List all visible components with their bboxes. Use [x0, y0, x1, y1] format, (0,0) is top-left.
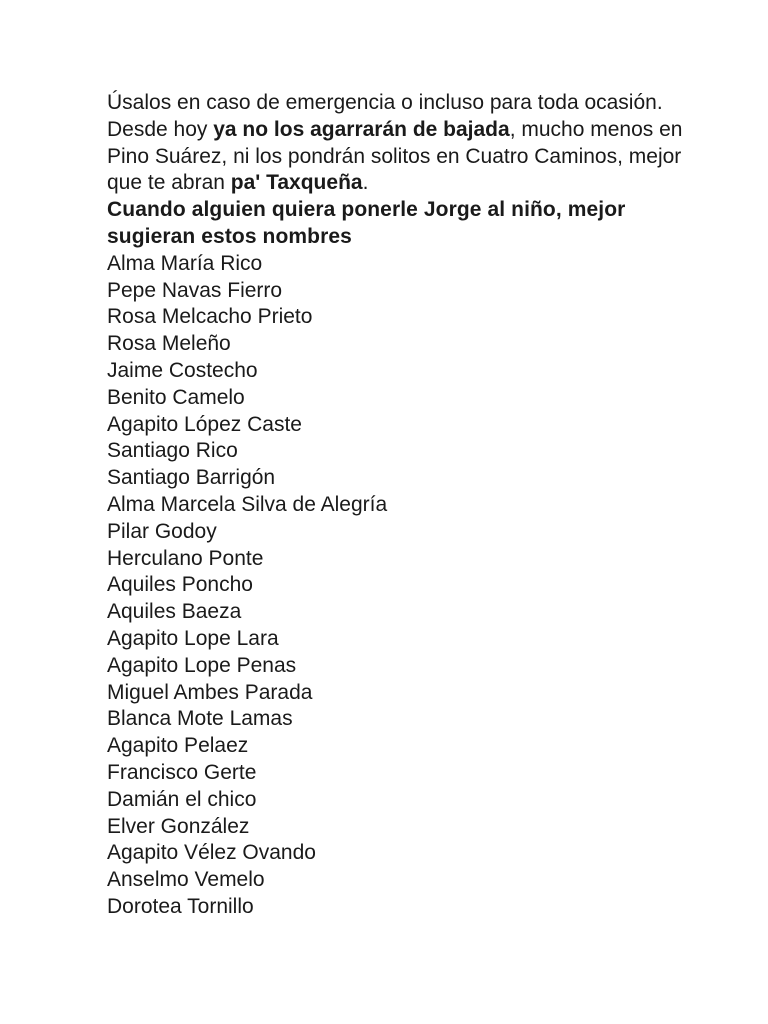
intro-text-3: . — [362, 171, 369, 195]
list-item: Benito Camelo — [107, 385, 245, 409]
list-item: Anselmo Vemelo — [107, 868, 265, 892]
list-item: Francisco Gerte — [107, 760, 257, 784]
list-item: Aquiles Baeza — [107, 600, 242, 624]
list-item: Alma María Rico — [107, 251, 263, 275]
list-item: Agapito Lope Lara — [107, 626, 279, 650]
list-item: Blanca Mote Lamas — [107, 707, 293, 731]
list-item: Pilar Godoy — [107, 519, 217, 543]
list-item: Agapito López Caste — [107, 412, 302, 436]
list-item: Agapito Vélez Ovando — [107, 841, 316, 865]
intro-paragraph — [107, 90, 707, 197]
list-item: Dorotea Tornillo — [107, 894, 254, 918]
list-item: Jaime Costecho — [107, 358, 258, 382]
list-item: Santiago Barrigón — [107, 466, 276, 490]
list-item: Aquiles Poncho — [107, 573, 253, 597]
document-page — [107, 90, 707, 921]
list-item: Agapito Lope Penas — [107, 653, 297, 677]
list-item: Damián el chico — [107, 787, 257, 811]
list-item: Miguel Ambes Parada — [107, 680, 313, 704]
names-list — [107, 251, 707, 921]
list-item: Pepe Navas Fierro — [107, 278, 283, 302]
intro-bold-2: pa' Taxqueña — [230, 171, 363, 195]
intro-bold-1: ya no los agarrarán de bajada — [213, 117, 510, 141]
intro-text-2: , mucho menos en Pino Suárez, ni los pondrán solitos en Cuatro Caminos, mejor que te abran — [107, 117, 683, 195]
list-item: Alma Marcela Silva de Alegría — [107, 492, 388, 516]
list-item: Rosa Melcacho Prieto — [107, 305, 313, 329]
list-item: Elver González — [107, 814, 250, 838]
list-item: Agapito Pelaez — [107, 734, 249, 758]
list-item: Santiago Rico — [107, 439, 238, 463]
lead-heading: Cuando alguien quiera ponerle Jorge al niño, mejor sugieran estos nombres — [107, 198, 626, 248]
list-item: Rosa Meleño — [107, 332, 231, 356]
intro-text-1: Úsalos en caso de emergencia o incluso para toda ocasión. Desde hoy — [107, 91, 663, 141]
list-item: Herculano Ponte — [107, 546, 264, 570]
